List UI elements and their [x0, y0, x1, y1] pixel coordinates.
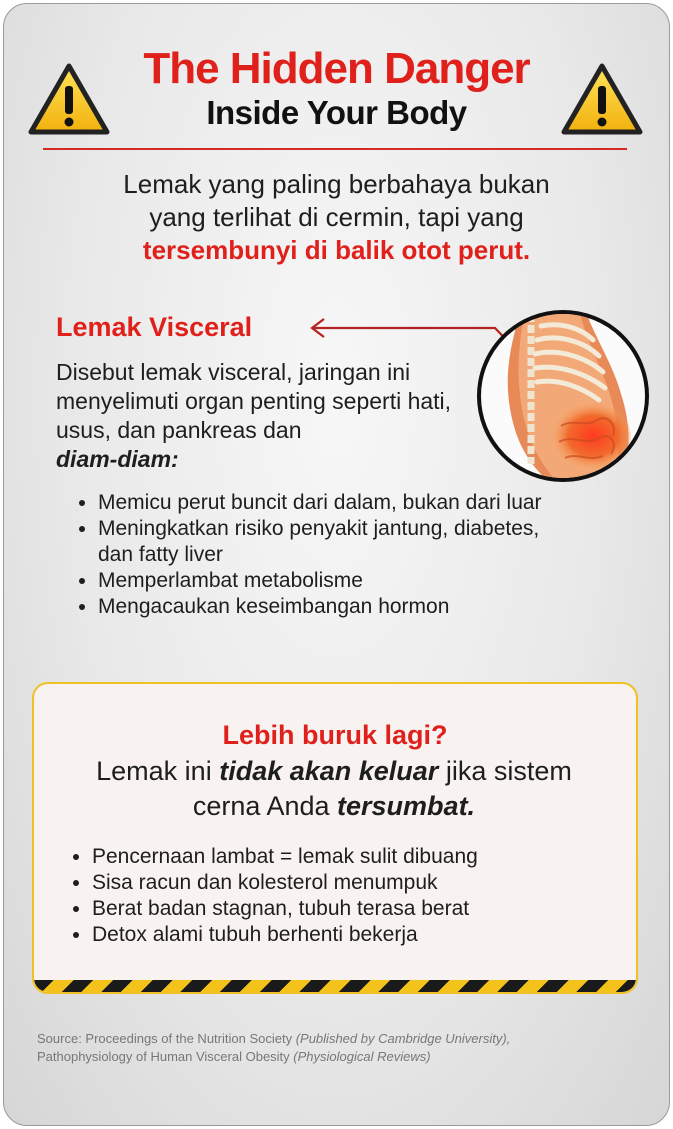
page-subtitle: Inside Your Body: [206, 94, 467, 131]
intro-line-1: Lemak yang paling berbahaya bukan: [123, 169, 550, 199]
title-divider: [43, 148, 627, 150]
list-item: • Memperlambat metabolisme: [98, 568, 578, 594]
page-title: The Hidden Danger: [143, 44, 530, 93]
visceral-effects-list: [58, 490, 578, 620]
sub-text-2: jika sistem cerna Anda: [192, 756, 572, 821]
sub-emphasis-2: tersumbat.: [337, 791, 476, 821]
visceral-body-text: Disebut lemak visceral, jaringan ini menyelimuti organ penting seperti hati, usus, dan pankreas dan: [56, 359, 452, 443]
digestion-effects-list: [52, 844, 638, 948]
hazard-stripes: [34, 980, 636, 992]
source-publisher-1: (Published by Cambridge University),: [295, 1031, 511, 1046]
intro-highlight: tersembunyi di balik otot perut.: [142, 235, 531, 265]
list-item: • Mengacaukan keseimbangan hormon: [98, 594, 578, 620]
list-item: • Detox alami tubuh berhenti bekerja: [92, 922, 638, 948]
sub-text-1: Lemak ini: [96, 756, 220, 786]
list-item: • Memicu perut buncit dari dalam, bukan dari luar: [98, 490, 578, 516]
source-publisher-2: (Physiological Reviews): [293, 1049, 431, 1064]
intro-line-2: yang terlihat di cermin, tapi yang: [149, 202, 524, 232]
visceral-fat-illustration: [477, 310, 649, 482]
source-citation: [37, 1030, 637, 1066]
list-item: • Berat badan stagnan, tubuh terasa berat: [92, 896, 638, 922]
list-item: • Sisa racun dan kolesterol menumpuk: [92, 870, 638, 896]
visceral-emphasis: diam-diam:: [56, 446, 179, 472]
source-prefix: Source: Proceedings of the Nutrition Society: [37, 1031, 296, 1046]
visceral-description: [56, 358, 466, 474]
list-item: • Meningkatkan risiko penyakit jantung, diabetes, dan fatty liver: [98, 516, 578, 568]
warning-box-subtitle: [64, 754, 604, 824]
visceral-heading: Lemak Visceral: [56, 312, 253, 342]
warning-box: [32, 682, 638, 994]
intro-text: [60, 168, 613, 267]
warning-box-heading: Lebih buruk lagi?: [222, 720, 448, 750]
source-line-2: Pathophysiology of Human Visceral Obesity: [37, 1049, 294, 1064]
sub-emphasis-1: tidak akan keluar: [219, 756, 439, 786]
list-item: • Pencernaan lambat = lemak sulit dibuang: [92, 844, 638, 870]
torso-anatomy-icon: [481, 314, 645, 478]
